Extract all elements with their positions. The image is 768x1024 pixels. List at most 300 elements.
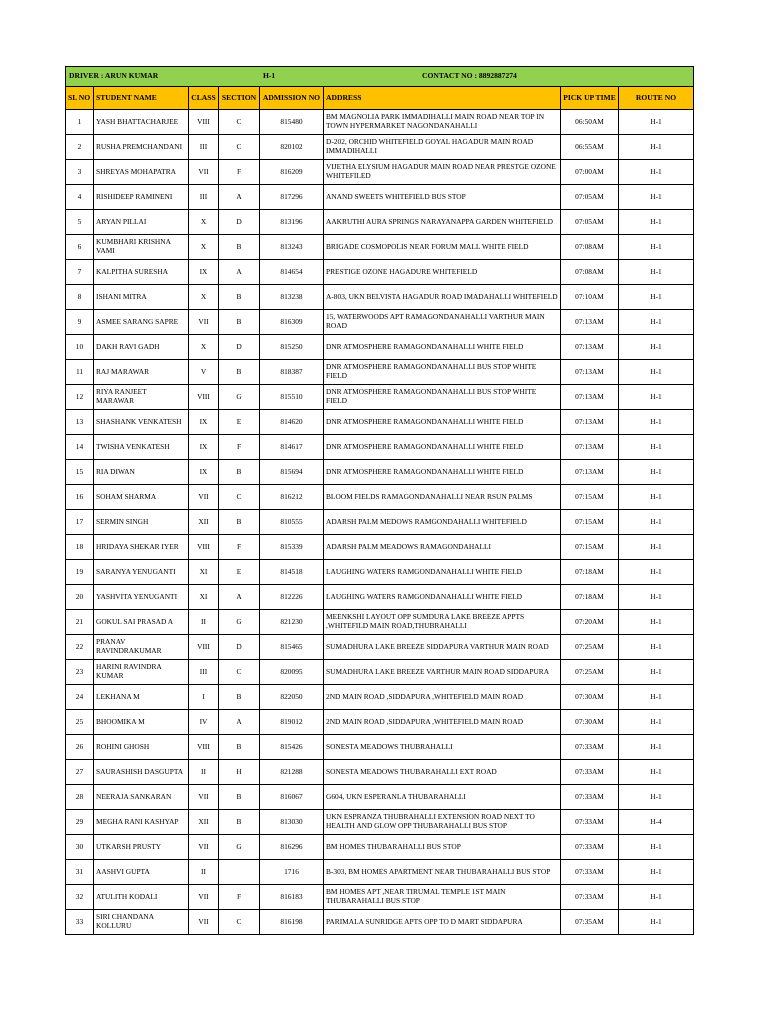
cell-section: C xyxy=(219,110,260,135)
cell-class: XI xyxy=(189,560,219,585)
table-row xyxy=(66,435,694,460)
cell-address: A-803, UKN BELVISTA HAGADUR ROAD IMADAHALLI WHITEFIELD xyxy=(324,285,561,310)
cell-class: II xyxy=(189,860,219,885)
cell-route-no: H-1 xyxy=(619,535,694,560)
cell-address: DNR ATMOSPHERE RAMAGONDANAHALLI BUS STOP WHITE FIELD xyxy=(324,360,561,385)
cell-route-no: H-1 xyxy=(619,910,694,935)
cell-pickup-time: 07:18AM xyxy=(561,560,619,585)
cell-admission-no: 813243 xyxy=(260,235,324,260)
cell-pickup-time: 07:15AM xyxy=(561,510,619,535)
cell-address: BM MAGNOLIA PARK IMMADIHALLI MAIN ROAD NEAR TOP IN TOWN HYPERMARKET NAGONDANAHALLI xyxy=(324,110,561,135)
cell-class: VIII xyxy=(189,735,219,760)
cell-class: IX xyxy=(189,410,219,435)
cell-admission-no: 816067 xyxy=(260,785,324,810)
cell-address: MEENKSHI LAYOUT OPP SUMDURA LAKE BREEZE APPTS ,WHITEFILD MAIN ROAD,THUBRAHALLI xyxy=(324,610,561,635)
cell-sl-no: 14 xyxy=(66,435,94,460)
cell-address: DNR ATMOSPHERE RAMAGONDANAHALLI BUS STOP WHITE FIELD xyxy=(324,385,561,410)
cell-address: 2ND MAIN ROAD ,SIDDAPURA ,WHITEFIELD MAIN ROAD xyxy=(324,710,561,735)
cell-section: B xyxy=(219,285,260,310)
cell-sl-no: 16 xyxy=(66,485,94,510)
cell-sl-no: 9 xyxy=(66,310,94,335)
cell-pickup-time: 07:33AM xyxy=(561,860,619,885)
table-row xyxy=(66,160,694,185)
cell-pickup-time: 07:05AM xyxy=(561,210,619,235)
table-row xyxy=(66,460,694,485)
cell-class: IX xyxy=(189,260,219,285)
table-row xyxy=(66,910,694,935)
cell-pickup-time: 07:05AM xyxy=(561,185,619,210)
cell-class: VIII xyxy=(189,110,219,135)
cell-class: X xyxy=(189,235,219,260)
cell-student-name: SAURASHISH DASGUPTA xyxy=(94,760,189,785)
cell-address: ANAND SWEETS WHITEFIELD BUS STOP xyxy=(324,185,561,210)
cell-route-no: H-1 xyxy=(619,435,694,460)
cell-address: PRESTIGE OZONE HAGADURE WHITEFIELD xyxy=(324,260,561,285)
cell-student-name: SARANYA YENUGANTI xyxy=(94,560,189,585)
cell-route-no: H-1 xyxy=(619,235,694,260)
col-header-section: SECTION xyxy=(219,87,260,110)
cell-sl-no: 3 xyxy=(66,160,94,185)
table-row xyxy=(66,110,694,135)
cell-student-name: YASH BHATTACHARJEE xyxy=(94,110,189,135)
cell-class: III xyxy=(189,660,219,685)
cell-address: SUMADHURA LAKE BREEZE VARTHUR MAIN ROAD SIDDAPURA xyxy=(324,660,561,685)
cell-pickup-time: 07:13AM xyxy=(561,360,619,385)
cell-sl-no: 32 xyxy=(66,885,94,910)
cell-admission-no: 814617 xyxy=(260,435,324,460)
cell-class: II xyxy=(189,760,219,785)
cell-class: VIII xyxy=(189,635,219,660)
col-header-student-name: STUDENT NAME xyxy=(94,87,189,110)
cell-admission-no: 816212 xyxy=(260,485,324,510)
cell-sl-no: 7 xyxy=(66,260,94,285)
col-header-pickup-time: PICK UP TIME xyxy=(561,87,619,110)
cell-class: I xyxy=(189,685,219,710)
cell-sl-no: 27 xyxy=(66,760,94,785)
cell-route-no: H-1 xyxy=(619,460,694,485)
cell-pickup-time: 06:55AM xyxy=(561,135,619,160)
col-header-route-no: ROUTE NO xyxy=(619,87,694,110)
cell-admission-no: 814518 xyxy=(260,560,324,585)
cell-admission-no: 818387 xyxy=(260,360,324,385)
cell-pickup-time: 07:10AM xyxy=(561,285,619,310)
cell-sl-no: 12 xyxy=(66,385,94,410)
cell-address: PARIMALA SUNRIDGE APTS OPP TO D MART SIDDAPURA xyxy=(324,910,561,935)
cell-route-no: H-1 xyxy=(619,785,694,810)
cell-section: G xyxy=(219,610,260,635)
cell-admission-no: 816296 xyxy=(260,835,324,860)
cell-address: DNR ATMOSPHERE RAMAGONDANAHALLI WHITE FIELD xyxy=(324,460,561,485)
cell-admission-no: 813030 xyxy=(260,810,324,835)
table-row xyxy=(66,335,694,360)
cell-class: IX xyxy=(189,460,219,485)
table-row xyxy=(66,185,694,210)
cell-sl-no: 28 xyxy=(66,785,94,810)
cell-admission-no: 820102 xyxy=(260,135,324,160)
cell-student-name: BHOOMIKA M xyxy=(94,710,189,735)
cell-sl-no: 13 xyxy=(66,410,94,435)
cell-section: G xyxy=(219,385,260,410)
cell-section: A xyxy=(219,585,260,610)
cell-sl-no: 20 xyxy=(66,585,94,610)
cell-sl-no: 24 xyxy=(66,685,94,710)
cell-sl-no: 8 xyxy=(66,285,94,310)
cell-route-no: H-4 xyxy=(619,810,694,835)
cell-address: ADARSH PALM MEADOWS RAMAGONDAHALLI xyxy=(324,535,561,560)
cell-class: XII xyxy=(189,510,219,535)
cell-address: DNR ATMOSPHERE RAMAGONDANAHALLI WHITE FIELD xyxy=(324,335,561,360)
cell-student-name: ROHINI GHOSH xyxy=(94,735,189,760)
cell-section: E xyxy=(219,560,260,585)
table-row xyxy=(66,560,694,585)
cell-section: B xyxy=(219,735,260,760)
cell-pickup-time: 07:33AM xyxy=(561,885,619,910)
cell-route-no: H-1 xyxy=(619,585,694,610)
cell-route-no: H-1 xyxy=(619,735,694,760)
cell-pickup-time: 07:25AM xyxy=(561,635,619,660)
cell-sl-no: 10 xyxy=(66,335,94,360)
cell-admission-no: 1716 xyxy=(260,860,324,885)
cell-pickup-time: 07:15AM xyxy=(561,535,619,560)
table-row xyxy=(66,385,694,410)
cell-route-no: H-1 xyxy=(619,835,694,860)
cell-route-no: H-1 xyxy=(619,885,694,910)
driver-name: DRIVER : ARUN KUMAR xyxy=(69,71,159,80)
cell-student-name: KUMBHARI KRISHNA VAMI xyxy=(94,235,189,260)
table-row xyxy=(66,860,694,885)
cell-section: H xyxy=(219,760,260,785)
cell-student-name: LEKHANA M xyxy=(94,685,189,710)
cell-sl-no: 1 xyxy=(66,110,94,135)
cell-class: VII xyxy=(189,160,219,185)
cell-class: V xyxy=(189,360,219,385)
cell-pickup-time: 07:30AM xyxy=(561,710,619,735)
cell-student-name: DAKH RAVI GADH xyxy=(94,335,189,360)
cell-address: 2ND MAIN ROAD ,SIDDAPURA ,WHITEFIELD MAIN ROAD xyxy=(324,685,561,710)
cell-route-no: H-1 xyxy=(619,485,694,510)
route-code: H-1 xyxy=(263,71,276,80)
cell-admission-no: 819012 xyxy=(260,710,324,735)
cell-pickup-time: 07:35AM xyxy=(561,910,619,935)
cell-student-name: GOKUL SAI PRASAD A xyxy=(94,610,189,635)
cell-section: B xyxy=(219,360,260,385)
cell-class: IV xyxy=(189,710,219,735)
cell-sl-no: 33 xyxy=(66,910,94,935)
cell-class: VIII xyxy=(189,535,219,560)
table-row xyxy=(66,510,694,535)
cell-pickup-time: 07:30AM xyxy=(561,685,619,710)
cell-admission-no: 821230 xyxy=(260,610,324,635)
cell-student-name: NEERAJA SANKARAN xyxy=(94,785,189,810)
cell-section: F xyxy=(219,885,260,910)
cell-pickup-time: 07:13AM xyxy=(561,410,619,435)
cell-student-name: HRIDAYA SHEKAR IYER xyxy=(94,535,189,560)
cell-pickup-time: 07:13AM xyxy=(561,435,619,460)
cell-sl-no: 23 xyxy=(66,660,94,685)
cell-pickup-time: 07:33AM xyxy=(561,810,619,835)
cell-route-no: H-1 xyxy=(619,860,694,885)
cell-student-name: SOHAM SHARMA xyxy=(94,485,189,510)
cell-admission-no: 815426 xyxy=(260,735,324,760)
cell-route-no: H-1 xyxy=(619,610,694,635)
cell-route-no: H-1 xyxy=(619,360,694,385)
cell-pickup-time: 07:00AM xyxy=(561,160,619,185)
cell-pickup-time: 07:18AM xyxy=(561,585,619,610)
table-row xyxy=(66,210,694,235)
cell-pickup-time: 07:08AM xyxy=(561,235,619,260)
table-row xyxy=(66,760,694,785)
cell-student-name: RIYA RANJEET MARAWAR xyxy=(94,385,189,410)
cell-class: III xyxy=(189,185,219,210)
cell-admission-no: 813238 xyxy=(260,285,324,310)
cell-address: 15, WATERWOODS APT RAMAGONDANAHALLI VARTHUR MAIN ROAD xyxy=(324,310,561,335)
table-row xyxy=(66,260,694,285)
cell-address: DNR ATMOSPHERE RAMAGONDANAHALLI WHITE FIELD xyxy=(324,435,561,460)
cell-sl-no: 21 xyxy=(66,610,94,635)
cell-class: VII xyxy=(189,835,219,860)
cell-route-no: H-1 xyxy=(619,660,694,685)
cell-sl-no: 31 xyxy=(66,860,94,885)
cell-student-name: RUSHA PREMCHANDANI xyxy=(94,135,189,160)
cell-class: VII xyxy=(189,485,219,510)
cell-sl-no: 4 xyxy=(66,185,94,210)
cell-admission-no: 816183 xyxy=(260,885,324,910)
cell-route-no: H-1 xyxy=(619,160,694,185)
cell-sl-no: 22 xyxy=(66,635,94,660)
cell-student-name: HARINI RAVINDRA KUMAR xyxy=(94,660,189,685)
cell-pickup-time: 07:15AM xyxy=(561,485,619,510)
cell-class: X xyxy=(189,335,219,360)
cell-student-name: PRANAV RAVINDRAKUMAR xyxy=(94,635,189,660)
route-sheet-table xyxy=(65,66,694,935)
cell-sl-no: 29 xyxy=(66,810,94,835)
cell-admission-no: 820095 xyxy=(260,660,324,685)
cell-address: LAUGHING WATERS RAMGONDANAHALLI WHITE FIELD xyxy=(324,585,561,610)
cell-student-name: SHASHANK VENKATESH xyxy=(94,410,189,435)
cell-sl-no: 11 xyxy=(66,360,94,385)
cell-address: VIJETHA ELYSIUM HAGADUR MAIN ROAD NEAR PRESTGE OZONE WHITEFILED xyxy=(324,160,561,185)
table-row xyxy=(66,235,694,260)
table-row xyxy=(66,485,694,510)
cell-route-no: H-1 xyxy=(619,260,694,285)
cell-address: G604, UKN ESPERANLA THUBARAHALLI xyxy=(324,785,561,810)
cell-student-name: AASHVI GUPTA xyxy=(94,860,189,885)
cell-admission-no: 810555 xyxy=(260,510,324,535)
cell-admission-no: 817296 xyxy=(260,185,324,210)
cell-class: X xyxy=(189,210,219,235)
cell-class: VII xyxy=(189,910,219,935)
cell-admission-no: 816209 xyxy=(260,160,324,185)
cell-class: XI xyxy=(189,585,219,610)
table-row xyxy=(66,785,694,810)
cell-pickup-time: 07:20AM xyxy=(561,610,619,635)
cell-student-name: ASMEE SARANG SAPRE xyxy=(94,310,189,335)
cell-class: VII xyxy=(189,885,219,910)
cell-route-no: H-1 xyxy=(619,410,694,435)
cell-route-no: H-1 xyxy=(619,335,694,360)
cell-section: C xyxy=(219,485,260,510)
table-row xyxy=(66,610,694,635)
cell-sl-no: 25 xyxy=(66,710,94,735)
cell-pickup-time: 06:50AM xyxy=(561,110,619,135)
cell-admission-no: 812226 xyxy=(260,585,324,610)
cell-route-no: H-1 xyxy=(619,560,694,585)
cell-student-name: ARYAN PILLAI xyxy=(94,210,189,235)
cell-pickup-time: 07:13AM xyxy=(561,385,619,410)
cell-student-name: MEGHA RANI KASHYAP xyxy=(94,810,189,835)
cell-student-name: UTKARSH PRUSTY xyxy=(94,835,189,860)
cell-student-name: SHREYAS MOHAPATRA xyxy=(94,160,189,185)
cell-class: II xyxy=(189,610,219,635)
cell-admission-no: 815694 xyxy=(260,460,324,485)
cell-section: B xyxy=(219,785,260,810)
cell-pickup-time: 07:33AM xyxy=(561,735,619,760)
cell-sl-no: 5 xyxy=(66,210,94,235)
cell-pickup-time: 07:08AM xyxy=(561,260,619,285)
cell-section: D xyxy=(219,335,260,360)
cell-address: BLOOM FIELDS RAMAGONDANAHALLI NEAR RSUN PALMS xyxy=(324,485,561,510)
cell-student-name: ATULITH KODALI xyxy=(94,885,189,910)
cell-section: D xyxy=(219,635,260,660)
table-row xyxy=(66,810,694,835)
cell-admission-no: 814620 xyxy=(260,410,324,435)
table-row xyxy=(66,685,694,710)
cell-admission-no: 816309 xyxy=(260,310,324,335)
table-row xyxy=(66,710,694,735)
cell-section: A xyxy=(219,260,260,285)
cell-admission-no: 814654 xyxy=(260,260,324,285)
col-header-class: CLASS xyxy=(189,87,219,110)
cell-pickup-time: 07:13AM xyxy=(561,335,619,360)
cell-address: UKN ESPRANZA THUBRAHALLI EXTENSION ROAD NEXT TO HEALTH AND GLOW OPP THUBARAHALLI BUS STOP xyxy=(324,810,561,835)
cell-route-no: H-1 xyxy=(619,285,694,310)
cell-address: BRIGADE COSMOPOLIS NEAR FORUM MALL WHITE FIELD xyxy=(324,235,561,260)
table-row xyxy=(66,735,694,760)
cell-address: B-303, BM HOMES APARTMENT NEAR THUBARAHALLI BUS STOP xyxy=(324,860,561,885)
cell-class: X xyxy=(189,285,219,310)
cell-route-no: H-1 xyxy=(619,185,694,210)
cell-student-name: SERMIN SINGH xyxy=(94,510,189,535)
cell-sl-no: 15 xyxy=(66,460,94,485)
table-row xyxy=(66,585,694,610)
cell-sl-no: 26 xyxy=(66,735,94,760)
cell-section: A xyxy=(219,185,260,210)
cell-section: F xyxy=(219,435,260,460)
cell-address: D-202, ORCHID WHITEFIELD GOYAL HAGADUR MAIN ROAD IMMADIHALLI xyxy=(324,135,561,160)
cell-section: F xyxy=(219,535,260,560)
cell-admission-no: 815250 xyxy=(260,335,324,360)
cell-sl-no: 19 xyxy=(66,560,94,585)
cell-student-name: RAJ MARAWAR xyxy=(94,360,189,385)
cell-section: G xyxy=(219,835,260,860)
cell-student-name: ISHANI MITRA xyxy=(94,285,189,310)
cell-address: AAKRUTHI AURA SPRINGS NARAYANAPPA GARDEN WHITEFIELD xyxy=(324,210,561,235)
cell-class: IX xyxy=(189,435,219,460)
table-row xyxy=(66,360,694,385)
cell-address: LAUGHING WATERS RAMGONDANAHALLI WHITE FIELD xyxy=(324,560,561,585)
cell-sl-no: 2 xyxy=(66,135,94,160)
cell-section xyxy=(219,860,260,885)
cell-pickup-time: 07:13AM xyxy=(561,310,619,335)
cell-address: SUMADHURA LAKE BREEZE SIDDAPURA VARTHUR MAIN ROAD xyxy=(324,635,561,660)
table-row xyxy=(66,285,694,310)
driver-info-row xyxy=(66,67,694,87)
cell-pickup-time: 07:33AM xyxy=(561,760,619,785)
cell-route-no: H-1 xyxy=(619,210,694,235)
cell-route-no: H-1 xyxy=(619,385,694,410)
table-row xyxy=(66,635,694,660)
col-header-admission-no: ADMISSION NO xyxy=(260,87,324,110)
cell-pickup-time: 07:33AM xyxy=(561,785,619,810)
cell-admission-no: 815480 xyxy=(260,110,324,135)
cell-pickup-time: 07:33AM xyxy=(561,835,619,860)
cell-section: B xyxy=(219,810,260,835)
cell-route-no: H-1 xyxy=(619,110,694,135)
cell-pickup-time: 07:25AM xyxy=(561,660,619,685)
cell-section: E xyxy=(219,410,260,435)
col-header-address: ADDRESS xyxy=(324,87,561,110)
cell-route-no: H-1 xyxy=(619,135,694,160)
cell-admission-no: 822050 xyxy=(260,685,324,710)
table-row xyxy=(66,310,694,335)
cell-section: C xyxy=(219,660,260,685)
table-row xyxy=(66,885,694,910)
cell-sl-no: 17 xyxy=(66,510,94,535)
cell-admission-no: 816198 xyxy=(260,910,324,935)
cell-student-name: SIRI CHANDANA KOLLURU xyxy=(94,910,189,935)
table-row xyxy=(66,535,694,560)
cell-route-no: H-1 xyxy=(619,685,694,710)
cell-section: C xyxy=(219,135,260,160)
contact-number: CONTACT NO : 8892887274 xyxy=(422,71,517,80)
cell-sl-no: 6 xyxy=(66,235,94,260)
column-header-row xyxy=(66,87,694,110)
cell-sl-no: 18 xyxy=(66,535,94,560)
cell-section: B xyxy=(219,310,260,335)
cell-address: SONESTA MEADOWS THUBRAHALLI xyxy=(324,735,561,760)
cell-class: VII xyxy=(189,785,219,810)
cell-route-no: H-1 xyxy=(619,635,694,660)
cell-route-no: H-1 xyxy=(619,310,694,335)
cell-admission-no: 815465 xyxy=(260,635,324,660)
cell-route-no: H-1 xyxy=(619,760,694,785)
cell-section: B xyxy=(219,235,260,260)
cell-student-name: KALPITHA SURESHA xyxy=(94,260,189,285)
table-row xyxy=(66,660,694,685)
cell-admission-no: 813196 xyxy=(260,210,324,235)
cell-address: ADARSH PALM MEDOWS RAMGONDAHALLI WHITEFIELD xyxy=(324,510,561,535)
cell-section: B xyxy=(219,460,260,485)
table-row xyxy=(66,410,694,435)
cell-section: F xyxy=(219,160,260,185)
cell-student-name: RISHIDEEP RAMINENI xyxy=(94,185,189,210)
cell-class: VIII xyxy=(189,385,219,410)
table-row xyxy=(66,135,694,160)
cell-address: SONESTA MEADOWS THUBARAHALLI EXT ROAD xyxy=(324,760,561,785)
cell-address: BM HOMES THUBARAHALLI BUS STOP xyxy=(324,835,561,860)
cell-section: C xyxy=(219,910,260,935)
cell-class: VII xyxy=(189,310,219,335)
cell-student-name: RIA DIWAN xyxy=(94,460,189,485)
cell-route-no: H-1 xyxy=(619,510,694,535)
cell-student-name: YASHVITA YENUGANTI xyxy=(94,585,189,610)
cell-admission-no: 815510 xyxy=(260,385,324,410)
cell-class: XII xyxy=(189,810,219,835)
cell-address: BM HOMES APT ,NEAR TIRUMAL TEMPLE 1ST MAIN THUBARAHALLI BUS STOP xyxy=(324,885,561,910)
cell-route-no: H-1 xyxy=(619,710,694,735)
table-row xyxy=(66,835,694,860)
cell-sl-no: 30 xyxy=(66,835,94,860)
